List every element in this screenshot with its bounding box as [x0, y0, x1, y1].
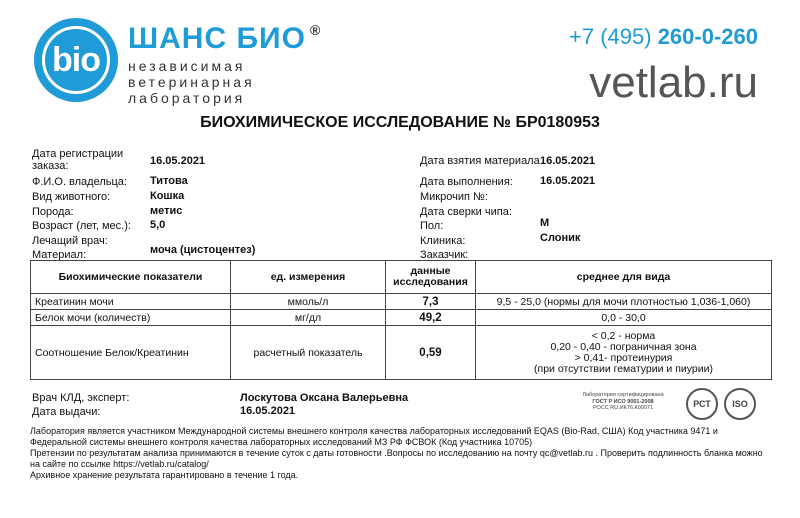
done-date-value: 16.05.2021 — [540, 175, 596, 187]
footer-archive: Архивное хранение результата гарантировано в течение 1 года. — [30, 470, 299, 480]
col-header-reference: среднее для вида — [476, 261, 772, 294]
reg-date-label: Дата регистрации заказа: — [32, 148, 124, 172]
breed-value: метис — [150, 205, 183, 217]
doctor-label: Лечащий врач: — [32, 235, 108, 247]
sample-date-value: 16.05.2021 — [540, 155, 596, 167]
row-value: 0,59 — [386, 326, 476, 380]
table-header-row — [31, 261, 772, 294]
table-row — [31, 310, 772, 326]
reg-date-value: 16.05.2021 — [150, 155, 206, 167]
breed-label: Порода: — [32, 206, 74, 218]
expert-name: Лоскутова Оксана Валерьевна — [240, 392, 409, 404]
row-name: Белок мочи (количеств) — [31, 310, 231, 326]
website: vetlab.ru — [589, 58, 758, 107]
brand-name: ШАНС БИО ® — [128, 22, 322, 55]
ref-line: > 0,41- протеинурия — [574, 351, 673, 364]
owner-value: Титова — [150, 175, 188, 187]
age-value: 5,0 — [150, 219, 166, 231]
clinic-value: Слоник — [540, 232, 581, 244]
issue-date-value: 16.05.2021 — [240, 405, 296, 417]
species-value: Кошка — [150, 190, 185, 202]
ref-line: 0,20 - 0,40 - пограничная зона — [550, 340, 697, 353]
registered-mark: ® — [309, 22, 322, 38]
ref-line: < 0,2 - норма — [591, 329, 656, 342]
page-title: БИОХИМИЧЕСКОЕ ИССЛЕДОВАНИЕ № БР0180953 — [200, 114, 600, 131]
certification-text: Лаборатория сертифицирована ГОСТ Р ИСО 9001-2008 РОСС RU.ИК76.К00071 — [582, 392, 664, 411]
sample-date-label: Дата взятия материала — [420, 155, 540, 167]
sex-label: Пол: — [420, 220, 444, 232]
sex-value: М — [540, 217, 550, 229]
row-reference: 0,0 - 30,0 — [476, 310, 772, 326]
col-header-value: данные исследования — [386, 261, 476, 294]
chip-check-label: Дата сверки чипа: — [420, 206, 512, 218]
row-value: 49,2 — [386, 310, 476, 326]
table-row — [31, 294, 772, 310]
material-label: Материал: — [32, 249, 87, 261]
col-header-unit: ед. измерения — [231, 261, 386, 294]
logo — [34, 18, 118, 102]
row-name: Креатинин мочи — [31, 294, 231, 310]
issue-date-label: Дата выдачи: — [32, 406, 101, 418]
material-value: моча (цистоцентез) — [150, 244, 256, 256]
row-unit: расчетный показатель — [231, 326, 386, 380]
table-row — [31, 326, 772, 380]
customer-label: Заказчик: — [420, 249, 469, 261]
rst-mark-icon: РСТ — [686, 388, 718, 420]
logo-text: bio — [52, 40, 100, 79]
owner-label: Ф.И.О. владельца: — [32, 176, 127, 188]
tagline-3: лаборатория — [128, 90, 246, 106]
row-unit: мг/дл — [231, 310, 386, 326]
ref-line: (при отсутствии гематурии и пиурии) — [534, 362, 713, 375]
done-date-label: Дата выполнения: — [420, 176, 513, 188]
row-reference — [476, 326, 772, 380]
tagline-1: независимая — [128, 58, 246, 74]
footer-eqas: Лаборатория является участником Международной системы внешнего контроля качества лабораторных исследований EQAS (Bio-Rad, США) Код участника 9471 и Федеральной системы внешнего контроля качества лабораторных исследований МЗ РФ ФСВОК (Код участника 10705) — [30, 426, 718, 447]
row-unit: ммоль/л — [231, 294, 386, 310]
clinic-label: Клиника: — [420, 235, 466, 247]
chip-label: Микрочип №: — [420, 191, 488, 203]
results-table — [30, 260, 772, 380]
row-value: 7,3 — [386, 294, 476, 310]
expert-label: Врач КЛД, эксперт: — [32, 392, 130, 404]
row-reference: 9,5 - 25,0 (нормы для мочи плотностью 1,036-1,060) — [476, 294, 772, 310]
iso-mark-icon: ISO — [724, 388, 756, 420]
tagline-2: ветеринарная — [128, 74, 255, 90]
phone: +7 (495) 260-0-260 — [569, 24, 758, 49]
col-header-parameter: Биохимические показатели — [31, 261, 231, 294]
footer-claims: Претензии по результатам анализа принимаются в течение суток с даты готовности .Вопросы по исследованию на почту qc@vetlab.ru . Проверить подлинность бланка можно на сайте по ссылке https://vetlab.ru/catalog/ — [30, 448, 763, 469]
age-label: Возраст (лет, мес.): — [32, 220, 131, 232]
species-label: Вид животного: — [32, 191, 111, 203]
row-name: Соотношение Белок/Креатинин — [31, 326, 231, 380]
